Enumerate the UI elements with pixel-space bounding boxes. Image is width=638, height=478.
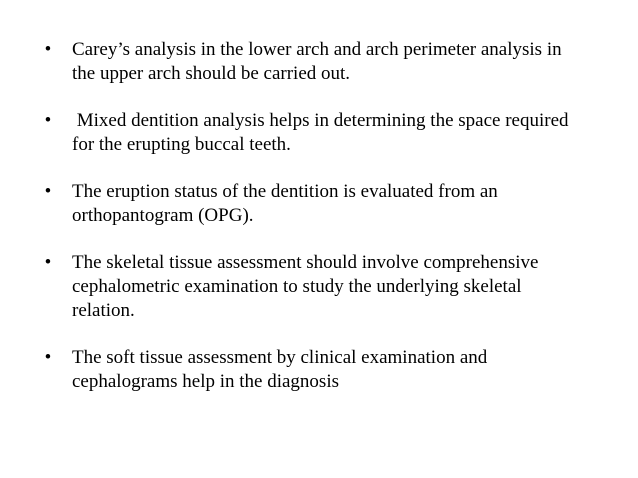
bullet-icon: • — [44, 181, 52, 202]
bullet-item — [40, 38, 580, 86]
bullet-item — [40, 180, 580, 228]
bullet-item — [40, 109, 580, 157]
bullet-icon: • — [44, 39, 52, 60]
bullet-text: The soft tissue assessment by clinical examination and cephalograms help in the diagnosis — [72, 347, 488, 392]
bullet-item — [40, 251, 580, 323]
bullet-list — [40, 38, 580, 417]
bullet-item — [40, 346, 580, 394]
bullet-text: The eruption status of the dentition is evaluated from an orthopantogram (OPG). — [72, 181, 498, 226]
bullet-text: Carey’s analysis in the lower arch and arch perimeter analysis in the upper arch should be carried out. — [72, 39, 562, 84]
bullet-text: Mixed dentition analysis helps in determining the space required for the erupting buccal teeth. — [72, 110, 574, 155]
bullet-icon: • — [44, 110, 52, 131]
bullet-icon: • — [44, 347, 52, 368]
bullet-text: The skeletal tissue assessment should involve comprehensive cephalometric examination to study the underlying skeletal relation. — [72, 252, 539, 321]
bullet-icon: • — [44, 252, 52, 273]
